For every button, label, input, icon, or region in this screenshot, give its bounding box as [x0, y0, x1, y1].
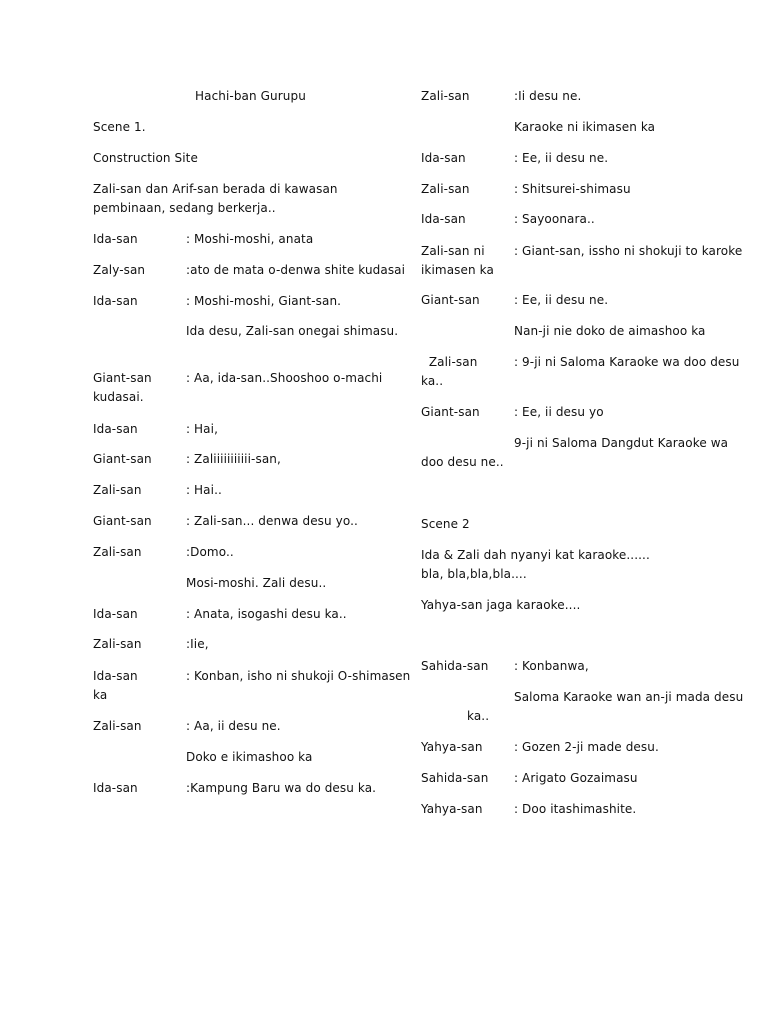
dialogue-continuation: doo desu ne..: [421, 455, 504, 469]
speaker: Zali-san ni ikimasen ka: [421, 244, 494, 277]
dialogue: : Konban, isho ni shukoji O-shimasen: [186, 669, 411, 683]
dialogue: : Hai,: [186, 422, 218, 436]
dialogue: : Zaliiiiiiiiiii-san,: [186, 452, 281, 466]
dialogue: : Arigato Gozaimasu: [514, 771, 638, 785]
speaker: Ida-san ka: [93, 669, 138, 702]
dialogue: : Ee, ii desu yo: [514, 405, 604, 419]
speaker: Sahida-san: [421, 659, 489, 673]
narration: Yahya-san jaga karaoke....: [421, 598, 581, 612]
scene-heading: Scene 1.: [93, 120, 146, 134]
speaker: Yahya-san: [421, 740, 483, 754]
dialogue: : Zali-san... denwa desu yo..: [186, 514, 358, 528]
speaker: Ida-san: [421, 151, 466, 165]
speaker: Sahida-san: [421, 771, 489, 785]
dialogue: Ida desu, Zali-san onegai shimasu.: [186, 324, 399, 338]
speaker: Giant-san: [421, 405, 480, 419]
speaker: Zali-san ka..: [421, 355, 482, 388]
dialogue: : Aa, ida-san..Shooshoo o-machi: [186, 371, 383, 385]
speaker: Zaly-san: [93, 263, 146, 277]
speaker: Zali-san: [93, 545, 142, 559]
dialogue: Mosi-moshi. Zali desu..: [186, 576, 327, 590]
setting-line: Construction Site: [93, 151, 198, 165]
dialogue: :Kampung Baru wa do desu ka.: [186, 781, 377, 795]
dialogue: : Moshi-moshi, Giant-san.: [186, 294, 342, 308]
speaker: Zali-san: [93, 483, 142, 497]
dialogue: Karaoke ni ikimasen ka: [514, 120, 656, 134]
speaker: Ida-san: [93, 607, 138, 621]
dialogue: :ato de mata o-denwa shite kudasai: [186, 263, 406, 277]
scene-heading: Scene 2: [421, 517, 470, 531]
speaker: Ida-san: [421, 212, 466, 226]
speaker: Ida-san: [93, 232, 138, 246]
narration: Zali-san dan Arif-san berada di kawasan pembinaan, sedang berkerja..: [93, 182, 338, 215]
speaker: Zali-san: [93, 719, 142, 733]
dialogue: : Doo itashimashite.: [514, 802, 637, 816]
dialogue: : Gozen 2-ji made desu.: [514, 740, 659, 754]
dialogue: : 9-ji ni Saloma Karaoke wa doo desu: [514, 355, 740, 369]
dialogue: :Ii desu ne.: [514, 89, 582, 103]
dialogue: Saloma Karaoke wan an-ji mada desu: [514, 690, 744, 704]
speaker: Giant-san: [93, 514, 152, 528]
dialogue: : Hai..: [186, 483, 222, 497]
speaker: Yahya-san: [421, 802, 483, 816]
dialogue: 9-ji ni Saloma Dangdut Karaoke wa: [514, 436, 729, 450]
speaker: Giant-san: [93, 452, 152, 466]
speaker: Zali-san: [421, 182, 470, 196]
dialogue: :Domo..: [186, 545, 234, 559]
speaker: Zali-san: [421, 89, 470, 103]
speaker: Zali-san: [93, 637, 142, 651]
speaker: Ida-san: [93, 422, 138, 436]
dialogue: Nan-ji nie doko de aimashoo ka: [514, 324, 706, 338]
narration: Ida & Zali dah nyanyi kat karaoke...... bla, bla,bla,bla....: [421, 548, 650, 581]
dialogue: : Aa, ii desu ne.: [186, 719, 281, 733]
dialogue-continuation: ka..: [467, 709, 490, 723]
speaker: Ida-san: [93, 294, 138, 308]
speaker: Giant-san kudasai.: [93, 371, 152, 404]
page-title: Hachi-ban Gurupu: [195, 89, 306, 103]
dialogue: :Iie,: [186, 637, 209, 651]
dialogue: : Giant-san, issho ni shokuji to karoke: [514, 244, 743, 258]
dialogue: Doko e ikimashoo ka: [186, 750, 313, 764]
dialogue: : Anata, isogashi desu ka..: [186, 607, 347, 621]
dialogue: : Konbanwa,: [514, 659, 589, 673]
dialogue: : Shitsurei-shimasu: [514, 182, 631, 196]
dialogue: : Ee, ii desu ne.: [514, 151, 609, 165]
speaker: Giant-san: [421, 293, 480, 307]
speaker: Ida-san: [93, 781, 138, 795]
dialogue: : Ee, ii desu ne.: [514, 293, 609, 307]
dialogue: : Sayoonara..: [514, 212, 595, 226]
dialogue: : Moshi-moshi, anata: [186, 232, 314, 246]
